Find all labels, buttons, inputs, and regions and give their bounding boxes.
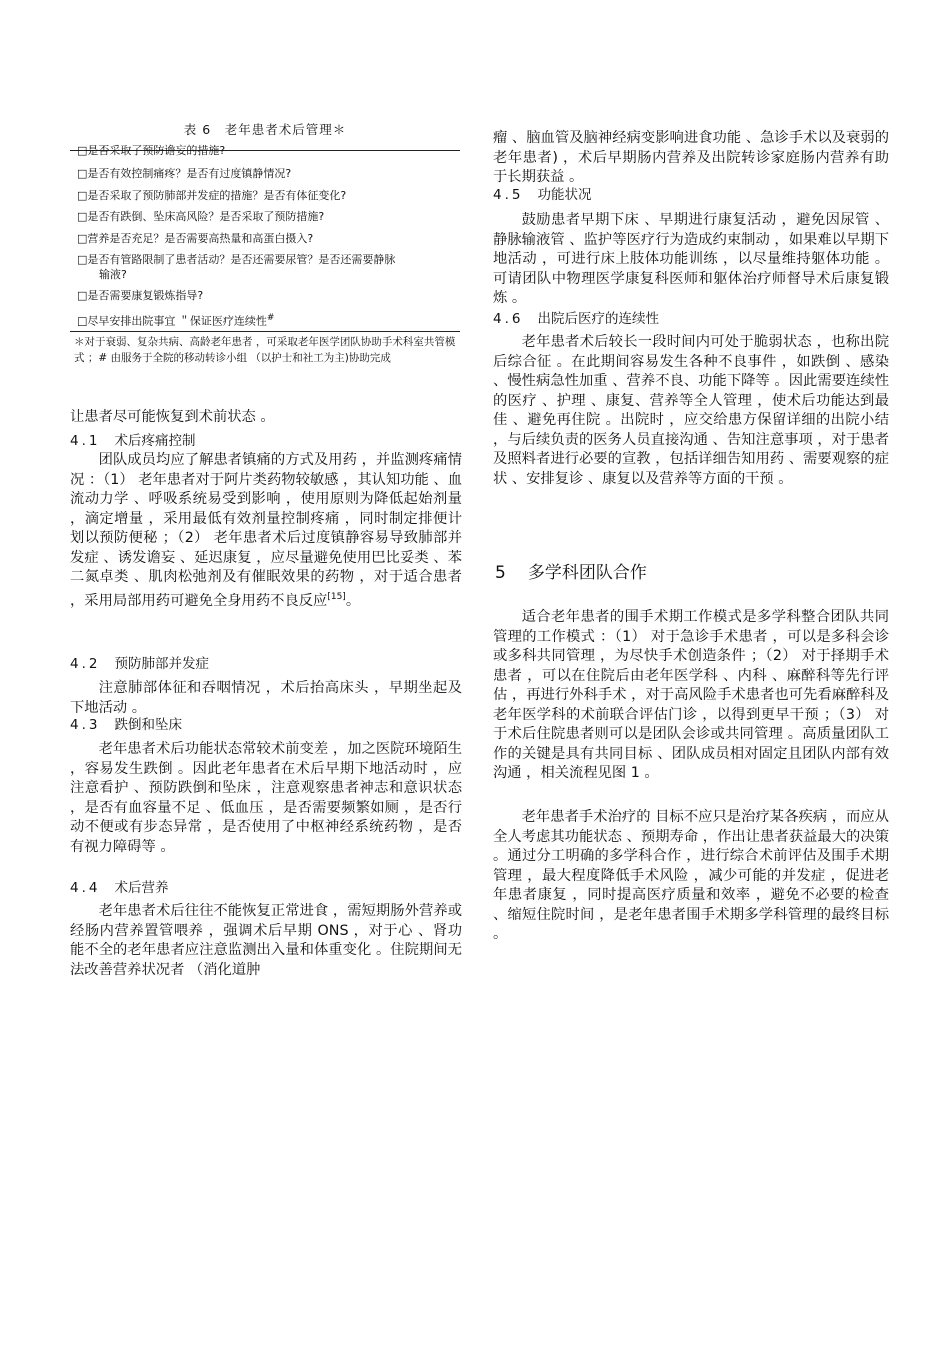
heading-4-1: 4.1 术后疼痛控制 [70, 433, 196, 449]
heading-4-3: 4.3 跌倒和坠床 [70, 717, 182, 733]
table-item-line2: 输液? [99, 268, 127, 281]
table-item: □是否有效控制痛疼？是否有过度镇静情况? [77, 167, 292, 180]
paragraph-4-2: 注意肺部体征和吞咽情况 ，术后抬高床头 ，早期坐起及下地活动 。 [70, 680, 462, 716]
table-item-text: □尽早安排出院事宜 ＂保证医疗连续性 [77, 314, 267, 328]
table-item: □营养是否充足？是否需要高热量和高蛋白摄入? [77, 232, 314, 245]
table-item-last [77, 311, 457, 329]
table-item: □是否采取了预防肺部并发症的措施？是否有体征变化? [77, 189, 347, 202]
table-title: 表 6 老年患者术后管理＊ [183, 122, 347, 137]
table-item: □是否有跌倒、坠床高风险？是否采取了预防措施? [77, 210, 325, 223]
heading-4-5: 4.5 功能状况 [493, 187, 592, 203]
table-item-line1: □是否有管路限制了患者活动？是否还需要尿管？是否还需要静脉 [77, 253, 396, 266]
table-item-sup: # [266, 313, 275, 323]
table-item: □是否需要康复锻炼指导? [77, 289, 204, 302]
heading-4-4: 4.4 术后营养 [70, 880, 169, 896]
table-item [77, 252, 457, 282]
heading-4-6: 4.6 出院后医疗的连续性 [493, 311, 659, 327]
heading-4-2: 4.2 预防肺部并发症 [70, 656, 209, 672]
table-bottom-rule [70, 331, 460, 332]
paragraph-5-b: 老年患者手术治疗的 目标不应只是治疗某各疾病 ，而应从全人考虑其功能状态 、预期寿命 ，作出让患者获益最大的决策 。通过分工明确的多学科合作 ，进行综合术前评估及围手术期管理 ，最大程度降低手术风险 ，减少可能的并发症 ，促进老年患者康复 ，同时提高医疗质量和效率 ，避免不必要的检查 、缩短住院时间 ，是老年患者围手术期多学科管理的最终目标 。 [493, 809, 889, 942]
paragraph-continued: 瘤 、脑血管及脑神经病变影响进食功能 、急诊手术以及衰弱的老年患者) ，术后早期肠内营养及出院转诊家庭肠内营养有助于长期获益 。 [493, 130, 889, 185]
intro-line: 让患者尽可能恢复到术前状态 。 [70, 409, 275, 425]
table-item: □是否采取了预防谵妄的措施? [77, 144, 226, 157]
paragraph-4-3: 老年患者术后功能状态常较术前变差 ，加之医院环境陌生 ，容易发生跌倒 。因此老年患者在术后早期下地活动时 ，应注意看护 、预防跌倒和坠床 ，注意观察患者神志和意识状态 ，是否有血容量不足 、低血压 ，是否需要频繁如厕 ，是否行动不便或有步态异常 ，是否使用了中枢神经系统药物 ，是否有视力障碍等 。 [70, 741, 462, 855]
paragraph-4-4: 老年患者术后往往不能恢复正常进食 ，需短期肠外营养或经肠内营养置管喂养 ，强调术后早期 ONS ，对于心 、肾功能不全的老年患者应注意监测出入量和体重变化 。住院期间无法改善营养状况者 （消化道肿 [70, 903, 462, 978]
paragraph-5-a: 适合老年患者的围手术期工作模式是多学科整合团队共同管理的工作模式 ：（1） 对于急诊手术患者 ，可以是多科会诊或多科共同管理 ，为尽快手术创造条件 ；（2） 对于择期手术患者 ，可以在住院后由老年医学科 、内科 、麻醉科等先行评估 ，再进行外科手术 ，对于高风险手术患者也可先看麻醉科及老年医学科的术前联合评估门诊 ，以得到更早干预 ；（3） 对于术后住院患者则可以是团队会诊或共同管理 。高质量团队工作的关键是具有共同目标 、团队成员相对固定且团队内部有效沟通 ，相关流程见图 1 。 [493, 609, 889, 781]
heading-5: 5 多学科团队合作 [495, 563, 647, 583]
paragraph-4-1: 团队成员均应了解患者镇痛的方式及用药 ，并监测疼痛情况 ：（1） 老年患者对于阿片类药物较敏感 ，其认知功能 、血流动力学 、呼吸系统易受到影响 ，使用原则为降低起始剂量 ，滴定增量 ，采用最低有效剂量控制疼痛 ，同时制定排便计划以预防便秘 ；（2） 老年患者术后过度镇静容易导致肺部并发症 、诱发谵妄 、延迟康复 ，应尽量避免使用巴比妥类 、苯二氮卓类 、肌肉松弛剂及有催眠效果的药物 ，对于适合患者 ，采用局部用药可避免全身用药不良反应[15]。 [70, 452, 462, 609]
table-note: ＊对于衰弱、复杂共病、高龄老年患者 ，可采取老年医学团队协助手术科室共管模式 ；# 由服务于全院的移动转诊小组 （以护士和社工为主)协助完成 [74, 336, 456, 364]
paragraph-4-5: 鼓励患者早期下床 、早期进行康复活动 ，避免因尿管 、静脉输液管 、监护等医疗行为造成约束制动 ，如果难以早期下地活动 ，可进行床上肢体功能训练 ，以尽量维持躯体功能 。可请团队中物理医学康复科医师和躯体治疗师督导术后康复锻炼 。 [493, 212, 889, 306]
paragraph-4-6: 老年患者术后较长一段时间内可处于脆弱状态 ，也称出院后综合征 。在此期间容易发生各种不良事件 ，如跌倒 、感染 、慢性病急性加重 、营养不良、功能下降等 。因此需要连续性的医疗 、护理 、康复、营养等全人管理 ，使术后功能达到最佳 、避免再住院 。出院时 ，应交给患方保留详细的出院小结 ，与后续负责的医务人员直接沟通 、告知注意事项 ，对于患者及照料者进行必要的宣教 ，包括详细告知用药 、需要观察的症状 、安排复诊 、康复以及营养等方面的干预 。 [493, 334, 889, 487]
